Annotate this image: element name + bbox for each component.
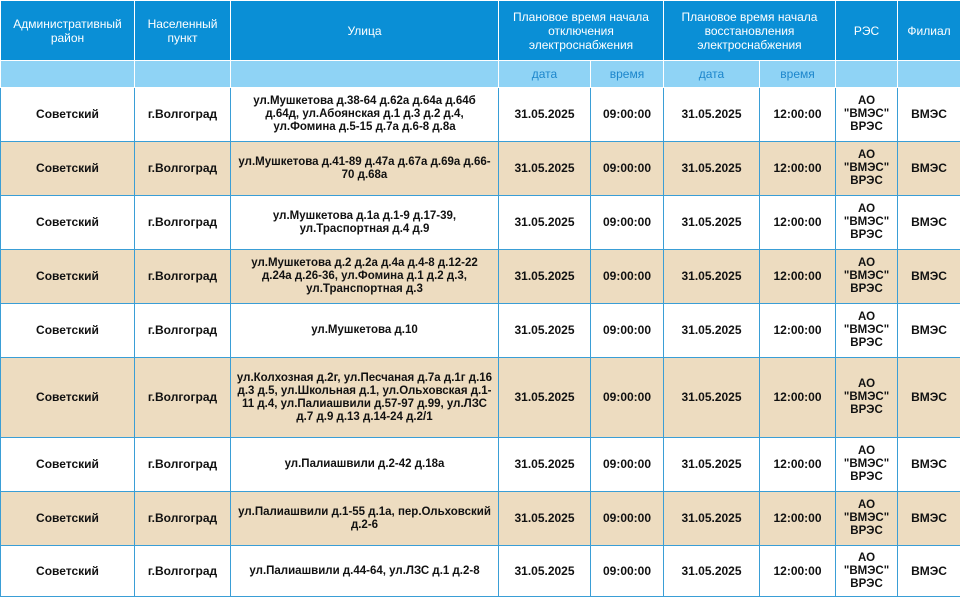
table-row (1, 250, 960, 304)
street-cell: ул.Мушкетова д.1а д.1-9 д.17-39, ул.Траспортная д.4 д.9 (231, 196, 499, 250)
district-cell: Советский (1, 438, 135, 492)
on-time-subheader: время (760, 61, 836, 88)
on-time-cell: 12:00:00 (760, 250, 836, 304)
district-cell: Советский (1, 88, 135, 142)
street-cell: ул.Мушкетова д.38-64 д.62а д.64а д.64б д.64д, ул.Абоянская д.1 д.3 д.2 д.4, ул.Фомина д.5-15 д.7а д.6-8 д.8а (231, 88, 499, 142)
off-time-cell: 09:00:00 (591, 88, 664, 142)
off-time-subheader: время (591, 61, 664, 88)
branch-cell: ВМЭС (898, 142, 960, 196)
on-time-cell: 12:00:00 (760, 438, 836, 492)
district-cell: Советский (1, 492, 135, 546)
locality-cell: г.Волгоград (135, 546, 231, 597)
street-cell: ул.Палиашвили д.1-55 д.1а, пер.Ольховский д.2-6 (231, 492, 499, 546)
off-date-cell: 31.05.2025 (499, 250, 591, 304)
off-time-header: Плановое время начала отключения электроснабжения (499, 1, 664, 61)
off-time-cell: 09:00:00 (591, 196, 664, 250)
district-cell: Советский (1, 250, 135, 304)
res-cell: АО "ВМЭС" ВРЭС (836, 196, 898, 250)
res-cell: АО "ВМЭС" ВРЭС (836, 358, 898, 438)
off-date-cell: 31.05.2025 (499, 196, 591, 250)
on-date-cell: 31.05.2025 (664, 304, 760, 358)
district-cell: Советский (1, 546, 135, 597)
street-cell: ул.Колхозная д.2г, ул.Песчаная д.7а д.1г д.16 д.3 д.5, ул.Школьная д.1, ул.Ольховская д.1-11 д.4, ул.Палиашвили д.57-97 д.99, ул.ЛЗС д.7 д.9 д.13 д.14-24 д.2/1 (231, 358, 499, 438)
off-date-cell: 31.05.2025 (499, 492, 591, 546)
subheader-blank (898, 61, 960, 88)
street-cell: ул.Мушкетова д.41-89 д.47а д.67а д.69а д.66-70 д.68а (231, 142, 499, 196)
branch-cell: ВМЭС (898, 492, 960, 546)
street-cell: ул.Палиашвили д.2-42 д.18а (231, 438, 499, 492)
off-time-cell: 09:00:00 (591, 250, 664, 304)
table-row (1, 438, 960, 492)
off-time-cell: 09:00:00 (591, 492, 664, 546)
district-cell: Советский (1, 142, 135, 196)
branch-header: Филиал (898, 1, 960, 61)
branch-cell: ВМЭС (898, 196, 960, 250)
branch-cell: ВМЭС (898, 304, 960, 358)
subheader-blank (231, 61, 499, 88)
table-row (1, 546, 960, 597)
on-date-cell: 31.05.2025 (664, 546, 760, 597)
branch-cell: ВМЭС (898, 438, 960, 492)
street-header: Улица (231, 1, 499, 61)
off-time-cell: 09:00:00 (591, 142, 664, 196)
branch-cell: ВМЭС (898, 358, 960, 438)
off-date-subheader: дата (499, 61, 591, 88)
off-date-cell: 31.05.2025 (499, 438, 591, 492)
district-header: Административный район (1, 1, 135, 61)
locality-cell: г.Волгоград (135, 142, 231, 196)
res-header: РЭС (836, 1, 898, 61)
subheader-blank (1, 61, 135, 88)
res-cell: АО "ВМЭС" ВРЭС (836, 250, 898, 304)
locality-cell: г.Волгоград (135, 358, 231, 438)
table-row (1, 492, 960, 546)
on-time-cell: 12:00:00 (760, 196, 836, 250)
on-time-cell: 12:00:00 (760, 358, 836, 438)
on-date-cell: 31.05.2025 (664, 250, 760, 304)
res-cell: АО "ВМЭС" ВРЭС (836, 304, 898, 358)
locality-cell: г.Волгоград (135, 438, 231, 492)
on-date-cell: 31.05.2025 (664, 196, 760, 250)
on-time-cell: 12:00:00 (760, 88, 836, 142)
res-cell: АО "ВМЭС" ВРЭС (836, 492, 898, 546)
locality-cell: г.Волгоград (135, 304, 231, 358)
table-row (1, 88, 960, 142)
table-row (1, 196, 960, 250)
table-row (1, 358, 960, 438)
subheader-row (1, 61, 960, 88)
street-cell: ул.Мушкетова д.10 (231, 304, 499, 358)
locality-cell: г.Волгоград (135, 250, 231, 304)
off-date-cell: 31.05.2025 (499, 358, 591, 438)
on-date-cell: 31.05.2025 (664, 88, 760, 142)
off-date-cell: 31.05.2025 (499, 142, 591, 196)
off-date-cell: 31.05.2025 (499, 546, 591, 597)
branch-cell: ВМЭС (898, 250, 960, 304)
off-time-cell: 09:00:00 (591, 358, 664, 438)
branch-cell: ВМЭС (898, 546, 960, 597)
res-cell: АО "ВМЭС" ВРЭС (836, 546, 898, 597)
on-time-header: Плановое время начала восстановления электроснабжения (664, 1, 836, 61)
off-time-cell: 09:00:00 (591, 438, 664, 492)
locality-cell: г.Волгоград (135, 196, 231, 250)
off-date-cell: 31.05.2025 (499, 304, 591, 358)
on-date-cell: 31.05.2025 (664, 142, 760, 196)
subheader-blank (836, 61, 898, 88)
locality-header: Населенный пункт (135, 1, 231, 61)
res-cell: АО "ВМЭС" ВРЭС (836, 88, 898, 142)
locality-cell: г.Волгоград (135, 88, 231, 142)
on-time-cell: 12:00:00 (760, 304, 836, 358)
off-time-cell: 09:00:00 (591, 546, 664, 597)
district-cell: Советский (1, 196, 135, 250)
on-date-subheader: дата (664, 61, 760, 88)
branch-cell: ВМЭС (898, 88, 960, 142)
locality-cell: г.Волгоград (135, 492, 231, 546)
res-cell: АО "ВМЭС" ВРЭС (836, 142, 898, 196)
subheader-blank (135, 61, 231, 88)
on-date-cell: 31.05.2025 (664, 358, 760, 438)
on-date-cell: 31.05.2025 (664, 492, 760, 546)
table-row (1, 142, 960, 196)
on-time-cell: 12:00:00 (760, 492, 836, 546)
header-row (1, 1, 960, 61)
street-cell: ул.Мушкетова д.2 д.2а д.4а д.4-8 д.12-22 д.24а д.26-36, ул.Фомина д.1 д.2 д.3, ул.Транспортная д.3 (231, 250, 499, 304)
on-date-cell: 31.05.2025 (664, 438, 760, 492)
off-date-cell: 31.05.2025 (499, 88, 591, 142)
on-time-cell: 12:00:00 (760, 142, 836, 196)
off-time-cell: 09:00:00 (591, 304, 664, 358)
district-cell: Советский (1, 358, 135, 438)
street-cell: ул.Палиашвили д.44-64, ул.ЛЗС д.1 д.2-8 (231, 546, 499, 597)
on-time-cell: 12:00:00 (760, 546, 836, 597)
res-cell: АО "ВМЭС" ВРЭС (836, 438, 898, 492)
table-row (1, 304, 960, 358)
district-cell: Советский (1, 304, 135, 358)
